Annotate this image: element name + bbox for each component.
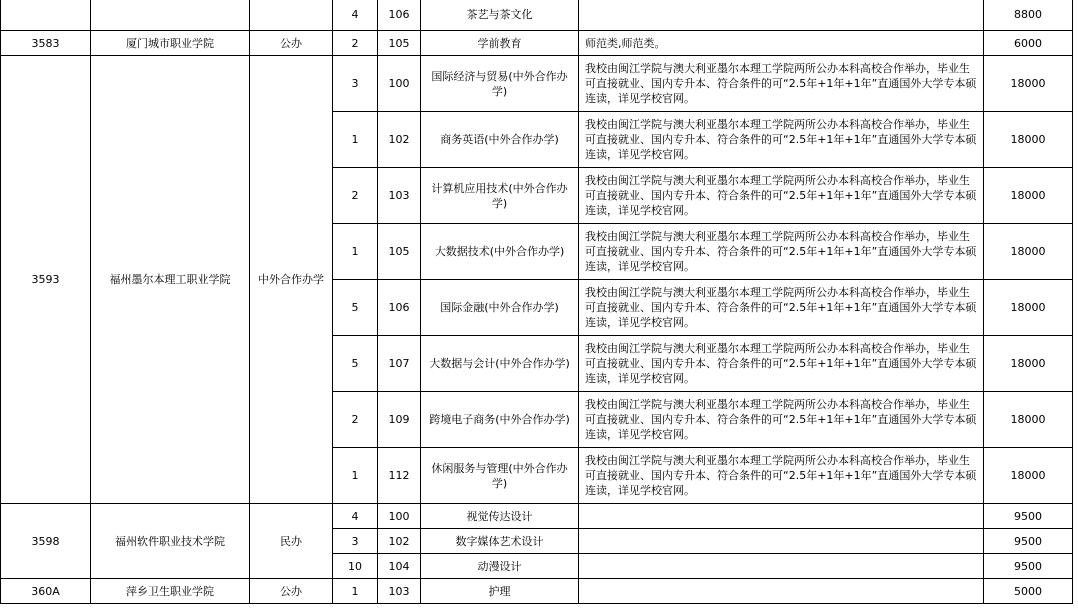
note-cell bbox=[579, 0, 984, 31]
plan-count-cell: 5 bbox=[333, 280, 378, 336]
school-code-cell: 3598 bbox=[1, 504, 91, 579]
major-code-cell: 104 bbox=[378, 554, 421, 579]
school-code-cell: 3593 bbox=[1, 56, 91, 504]
note-cell bbox=[579, 579, 984, 604]
tuition-cell: 18000 bbox=[984, 224, 1073, 280]
major-code-cell: 103 bbox=[378, 579, 421, 604]
tuition-cell: 18000 bbox=[984, 448, 1073, 504]
major-name-cell: 商务英语(中外合作办学) bbox=[421, 112, 579, 168]
tuition-cell: 8800 bbox=[984, 0, 1073, 31]
major-code-cell: 103 bbox=[378, 168, 421, 224]
tuition-cell: 9500 bbox=[984, 504, 1073, 529]
major-name-cell: 计算机应用技术(中外合作办学) bbox=[421, 168, 579, 224]
major-code-cell: 100 bbox=[378, 504, 421, 529]
school-name-cell: 福州软件职业技术学院 bbox=[91, 504, 250, 579]
school-name-cell: 福州墨尔本理工职业学院 bbox=[91, 56, 250, 504]
major-code-cell: 112 bbox=[378, 448, 421, 504]
major-code-cell: 102 bbox=[378, 529, 421, 554]
note-cell: 我校由闽江学院与澳大利亚墨尔本理工学院两所公办本科高校合作举办，毕业生可直接就业、国内专升本、符合条件的可“2.5年+1年+1年”直通国外大学专本硕连读，详见学校官网。 bbox=[579, 392, 984, 448]
plan-count-cell: 3 bbox=[333, 56, 378, 112]
major-code-cell: 105 bbox=[378, 224, 421, 280]
plan-count-cell: 4 bbox=[333, 0, 378, 31]
major-code-cell: 106 bbox=[378, 280, 421, 336]
major-code-cell: 109 bbox=[378, 392, 421, 448]
school-name-cell: 厦门城市职业学院 bbox=[91, 31, 250, 56]
plan-count-cell: 2 bbox=[333, 168, 378, 224]
plan-count-cell: 2 bbox=[333, 31, 378, 56]
note-cell: 我校由闽江学院与澳大利亚墨尔本理工学院两所公办本科高校合作举办，毕业生可直接就业、国内专升本、符合条件的可“2.5年+1年+1年”直通国外大学专本硕连读，详见学校官网。 bbox=[579, 224, 984, 280]
school-type-cell: 民办 bbox=[250, 504, 333, 579]
note-cell: 我校由闽江学院与澳大利亚墨尔本理工学院两所公办本科高校合作举办，毕业生可直接就业、国内专升本、符合条件的可“2.5年+1年+1年”直通国外大学专本硕连读，详见学校官网。 bbox=[579, 168, 984, 224]
major-code-cell: 100 bbox=[378, 56, 421, 112]
major-name-cell: 国际金融(中外合作办学) bbox=[421, 280, 579, 336]
major-name-cell: 数字媒体艺术设计 bbox=[421, 529, 579, 554]
major-code-cell: 106 bbox=[378, 0, 421, 31]
school-name-cell bbox=[91, 0, 250, 31]
plan-count-cell: 4 bbox=[333, 504, 378, 529]
major-code-cell: 105 bbox=[378, 31, 421, 56]
major-name-cell: 跨境电子商务(中外合作办学) bbox=[421, 392, 579, 448]
tuition-cell: 18000 bbox=[984, 280, 1073, 336]
note-cell bbox=[579, 504, 984, 529]
table-row bbox=[1, 579, 1073, 604]
major-name-cell: 茶艺与茶文化 bbox=[421, 0, 579, 31]
note-cell: 我校由闽江学院与澳大利亚墨尔本理工学院两所公办本科高校合作举办，毕业生可直接就业、国内专升本、符合条件的可“2.5年+1年+1年”直通国外大学专本硕连读，详见学校官网。 bbox=[579, 280, 984, 336]
plan-count-cell: 2 bbox=[333, 392, 378, 448]
note-cell bbox=[579, 554, 984, 579]
school-code-cell bbox=[1, 0, 91, 31]
plan-count-cell: 5 bbox=[333, 336, 378, 392]
table-row bbox=[1, 56, 1073, 112]
major-name-cell: 休闲服务与管理(中外合作办学) bbox=[421, 448, 579, 504]
note-cell: 我校由闽江学院与澳大利亚墨尔本理工学院两所公办本科高校合作举办，毕业生可直接就业、国内专升本、符合条件的可“2.5年+1年+1年”直通国外大学专本硕连读，详见学校官网。 bbox=[579, 56, 984, 112]
plan-count-cell: 1 bbox=[333, 224, 378, 280]
school-type-cell bbox=[250, 0, 333, 31]
table-row bbox=[1, 504, 1073, 529]
tuition-cell: 18000 bbox=[984, 392, 1073, 448]
tuition-cell: 18000 bbox=[984, 56, 1073, 112]
major-code-cell: 102 bbox=[378, 112, 421, 168]
note-cell bbox=[579, 529, 984, 554]
major-name-cell: 大数据与会计(中外合作办学) bbox=[421, 336, 579, 392]
tuition-cell: 5000 bbox=[984, 579, 1073, 604]
tuition-cell: 18000 bbox=[984, 112, 1073, 168]
major-name-cell: 视觉传达设计 bbox=[421, 504, 579, 529]
tuition-cell: 18000 bbox=[984, 336, 1073, 392]
major-name-cell: 大数据技术(中外合作办学) bbox=[421, 224, 579, 280]
note-cell: 我校由闽江学院与澳大利亚墨尔本理工学院两所公办本科高校合作举办，毕业生可直接就业、国内专升本、符合条件的可“2.5年+1年+1年”直通国外大学专本硕连读，详见学校官网。 bbox=[579, 112, 984, 168]
major-name-cell: 学前教育 bbox=[421, 31, 579, 56]
note-cell: 师范类,师范类。 bbox=[579, 31, 984, 56]
major-name-cell: 护理 bbox=[421, 579, 579, 604]
school-code-cell: 3583 bbox=[1, 31, 91, 56]
plan-count-cell: 1 bbox=[333, 112, 378, 168]
school-code-cell: 360A bbox=[1, 579, 91, 604]
note-cell: 我校由闽江学院与澳大利亚墨尔本理工学院两所公办本科高校合作举办，毕业生可直接就业、国内专升本、符合条件的可“2.5年+1年+1年”直通国外大学专本硕连读，详见学校官网。 bbox=[579, 336, 984, 392]
tuition-cell: 6000 bbox=[984, 31, 1073, 56]
major-code-cell: 107 bbox=[378, 336, 421, 392]
school-name-cell: 萍乡卫生职业学院 bbox=[91, 579, 250, 604]
tuition-cell: 18000 bbox=[984, 168, 1073, 224]
school-type-cell: 公办 bbox=[250, 579, 333, 604]
tuition-cell: 9500 bbox=[984, 554, 1073, 579]
plan-count-cell: 3 bbox=[333, 529, 378, 554]
plan-count-cell: 1 bbox=[333, 579, 378, 604]
plan-count-cell: 10 bbox=[333, 554, 378, 579]
school-type-cell: 公办 bbox=[250, 31, 333, 56]
major-name-cell: 国际经济与贸易(中外合作办学) bbox=[421, 56, 579, 112]
tuition-cell: 9500 bbox=[984, 529, 1073, 554]
plan-count-cell: 1 bbox=[333, 448, 378, 504]
school-type-cell: 中外合作办学 bbox=[250, 56, 333, 504]
major-name-cell: 动漫设计 bbox=[421, 554, 579, 579]
table-row bbox=[1, 0, 1073, 31]
table-row bbox=[1, 31, 1073, 56]
note-cell: 我校由闽江学院与澳大利亚墨尔本理工学院两所公办本科高校合作举办，毕业生可直接就业、国内专升本、符合条件的可“2.5年+1年+1年”直通国外大学专本硕连读，详见学校官网。 bbox=[579, 448, 984, 504]
